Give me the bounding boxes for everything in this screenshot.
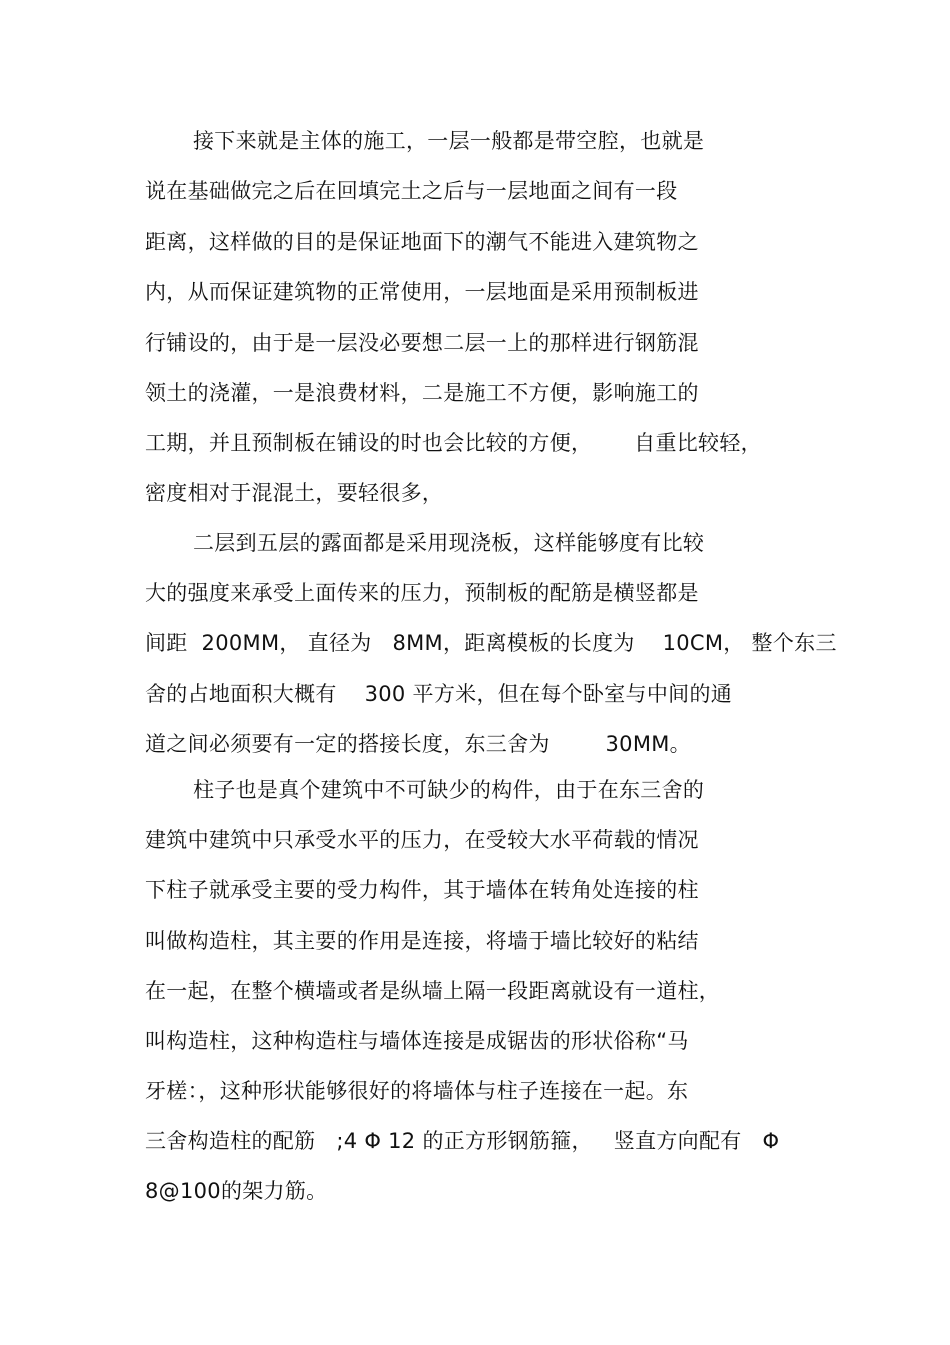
paragraph-1-line-7: 工期，并且预制板在铺设的时也会比较的方便， 自重比较轻， xyxy=(145,431,762,455)
paragraph-3-line-8: 三舍构造柱的配筋 ;4 Φ 12 的正方形钢筋箍， 竖直方向配有 Φ xyxy=(145,1129,780,1153)
paragraph-1-line-2: 说在基础做完之后在回填完土之后与一层地面之间有一段 xyxy=(145,179,678,203)
paragraph-1-line-6: 领土的浇灌，一是浪费材料，二是施工不方便，影响施工的 xyxy=(145,381,699,405)
paragraph-1-line-4: 内，从而保证建筑物的正常使用，一层地面是采用预制板进 xyxy=(145,280,699,304)
paragraph-3-line-1: 柱子也是真个建筑中不可缺少的构件，由于在东三舍的 xyxy=(193,778,705,802)
paragraph-1-line-5: 行铺设的，由于是一层没必要想二层一上的那样进行钢筋混 xyxy=(145,331,699,355)
paragraph-3-line-2: 建筑中建筑中只承受水平的压力，在受较大水平荷载的情况 xyxy=(145,828,699,852)
paragraph-3-line-4: 叫做构造柱，其主要的作用是连接，将墙于墙比较好的粘结 xyxy=(145,929,699,953)
paragraph-1-line-1: 接下来就是主体的施工，一层一般都是带空腔，也就是 xyxy=(193,129,705,153)
paragraph-2-line-2: 大的强度来承受上面传来的压力，预制板的配筋是横竖都是 xyxy=(145,581,699,605)
paragraph-3-line-5: 在一起，在整个横墙或者是纵墙上隔一段距离就设有一道柱， xyxy=(145,979,721,1003)
paragraph-2-line-3: 间距 200MM， 直径为 8MM，距离模板的长度为 10CM， 整个东三 xyxy=(145,631,837,655)
paragraph-2-line-1: 二层到五层的露面都是采用现浇板，这样能够度有比较 xyxy=(193,531,705,555)
paragraph-2-line-5: 道之间必须要有一定的搭接长度，东三舍为 30MM。 xyxy=(145,732,691,756)
paragraph-3-line-6: 叫构造柱，这种构造柱与墙体连接是成锯齿的形状俗称“马 xyxy=(145,1029,689,1053)
paragraph-1-line-8: 密度相对于混混土，要轻很多， xyxy=(145,481,444,505)
paragraph-1-line-3: 距离，这样做的目的是保证地面下的潮气不能进入建筑物之 xyxy=(145,230,699,254)
paragraph-2-line-4: 舍的占地面积大概有 300 平方米，但在每个卧室与中间的通 xyxy=(145,682,733,706)
paragraph-3-line-9: 8@100的架力筋。 xyxy=(145,1179,328,1203)
paragraph-3-line-7: 牙槎：，这种形状能够很好的将墙体与柱子连接在一起。东 xyxy=(145,1079,689,1103)
paragraph-3-line-3: 下柱子就承受主要的受力构件，其于墙体在转角处连接的柱 xyxy=(145,878,699,902)
